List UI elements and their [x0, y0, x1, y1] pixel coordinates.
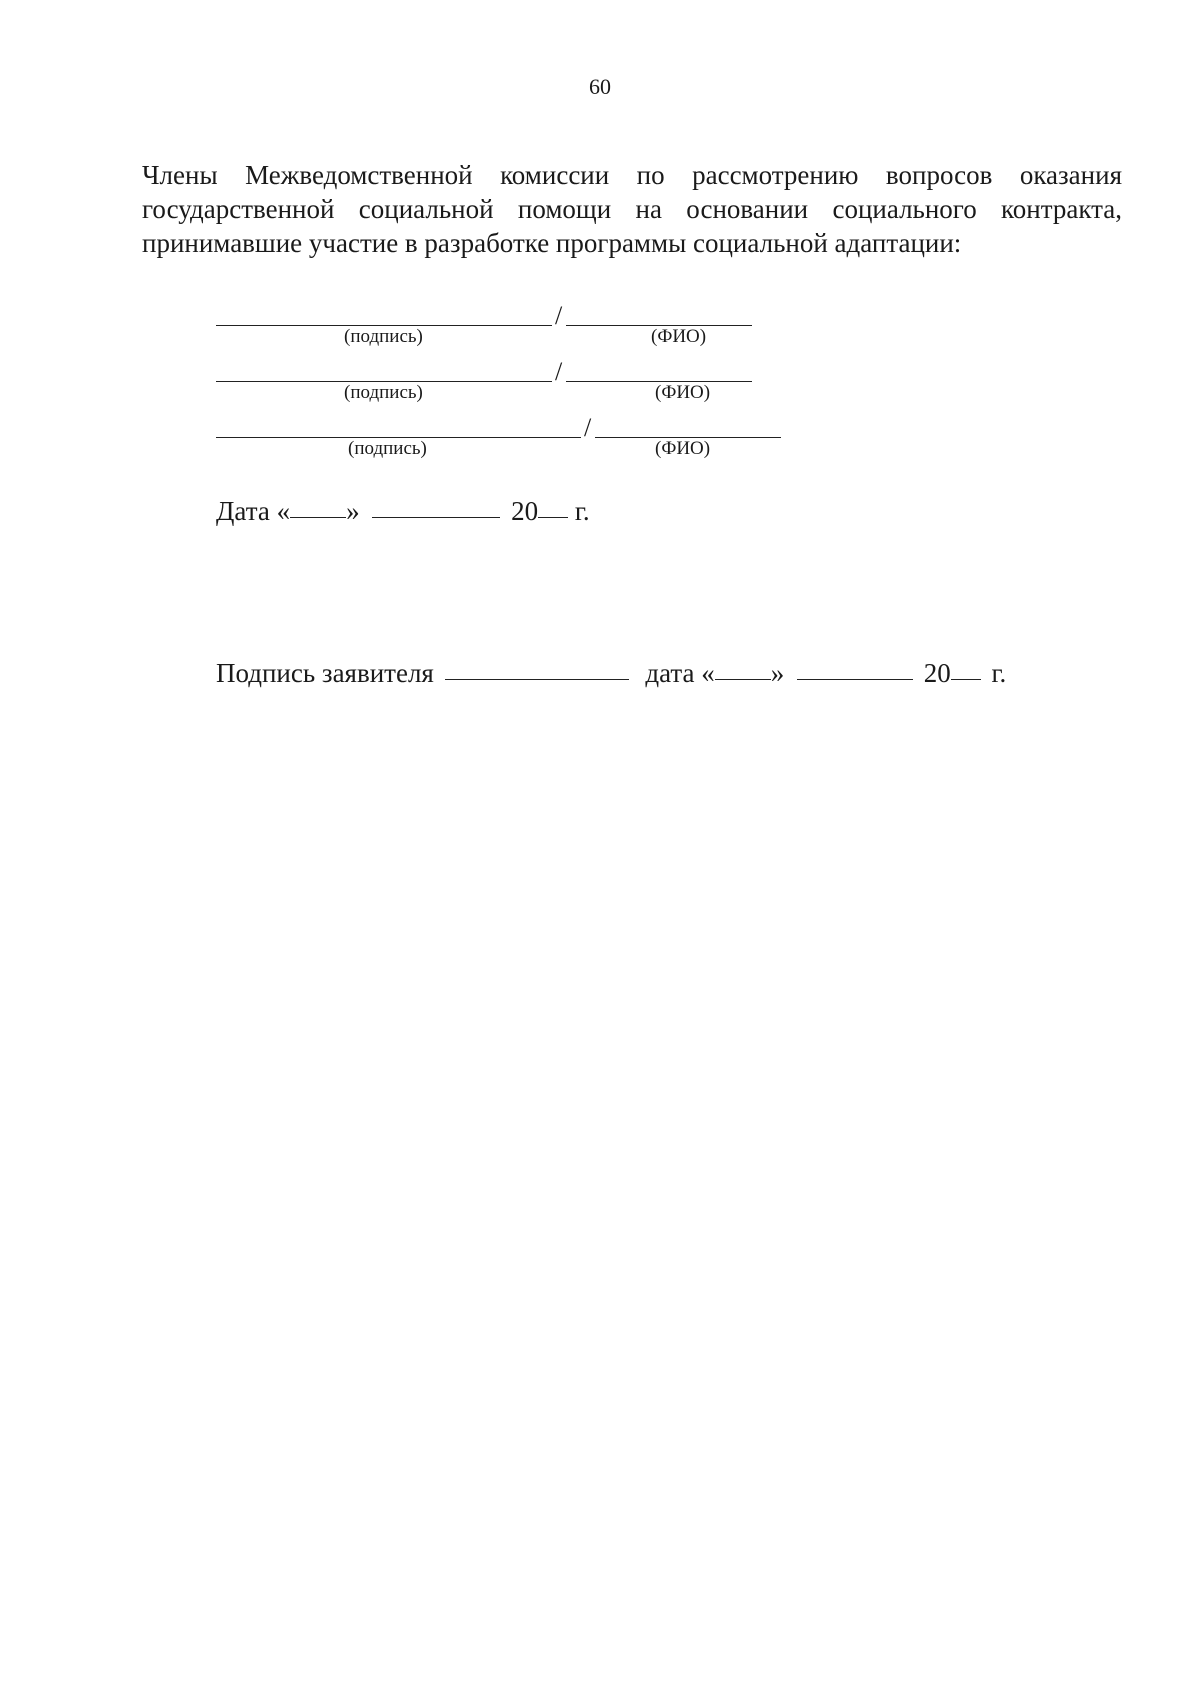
applicant-signature-label: Подпись заявителя	[216, 658, 434, 688]
slash-separator: /	[555, 357, 563, 386]
name-caption: (ФИО)	[655, 382, 711, 403]
signature-caption: (подпись)	[348, 438, 427, 459]
month-blank[interactable]	[797, 679, 913, 680]
slash-separator: /	[584, 413, 592, 442]
intro-paragraph: Члены Межведомственной комиссии по рассмотрению вопросов оказания государственной социальной помощи на основании социального контракта, принимавшие участие в разработке программы социальной адаптации:	[142, 160, 1122, 258]
name-caption: (ФИО)	[655, 438, 711, 459]
name-caption: (ФИО)	[651, 326, 707, 347]
applicant-signature-blank[interactable]	[445, 679, 629, 680]
slash-separator: /	[555, 301, 563, 330]
month-blank[interactable]	[372, 517, 500, 518]
year-prefix: 20	[923, 658, 951, 688]
year-suffix: г.	[574, 496, 590, 526]
day-blank[interactable]	[290, 517, 346, 518]
close-quote: »	[770, 658, 785, 688]
date-label: Дата «	[216, 496, 291, 526]
year-blank[interactable]	[951, 679, 981, 680]
day-blank[interactable]	[715, 679, 771, 680]
year-suffix: г.	[991, 658, 1007, 688]
year-blank[interactable]	[538, 517, 568, 518]
signature-row-2	[216, 352, 756, 386]
applicant-signature	[216, 658, 1006, 688]
signature-caption: (подпись)	[344, 382, 423, 403]
applicant-date-label: дата «	[645, 658, 715, 688]
signature-caption: (подпись)	[344, 326, 423, 347]
page-number: 60	[589, 74, 611, 99]
commission-date	[216, 496, 590, 526]
signature-row-3	[216, 408, 786, 442]
signature-row-1	[216, 296, 756, 330]
year-prefix: 20	[511, 496, 539, 526]
close-quote: »	[346, 496, 360, 526]
